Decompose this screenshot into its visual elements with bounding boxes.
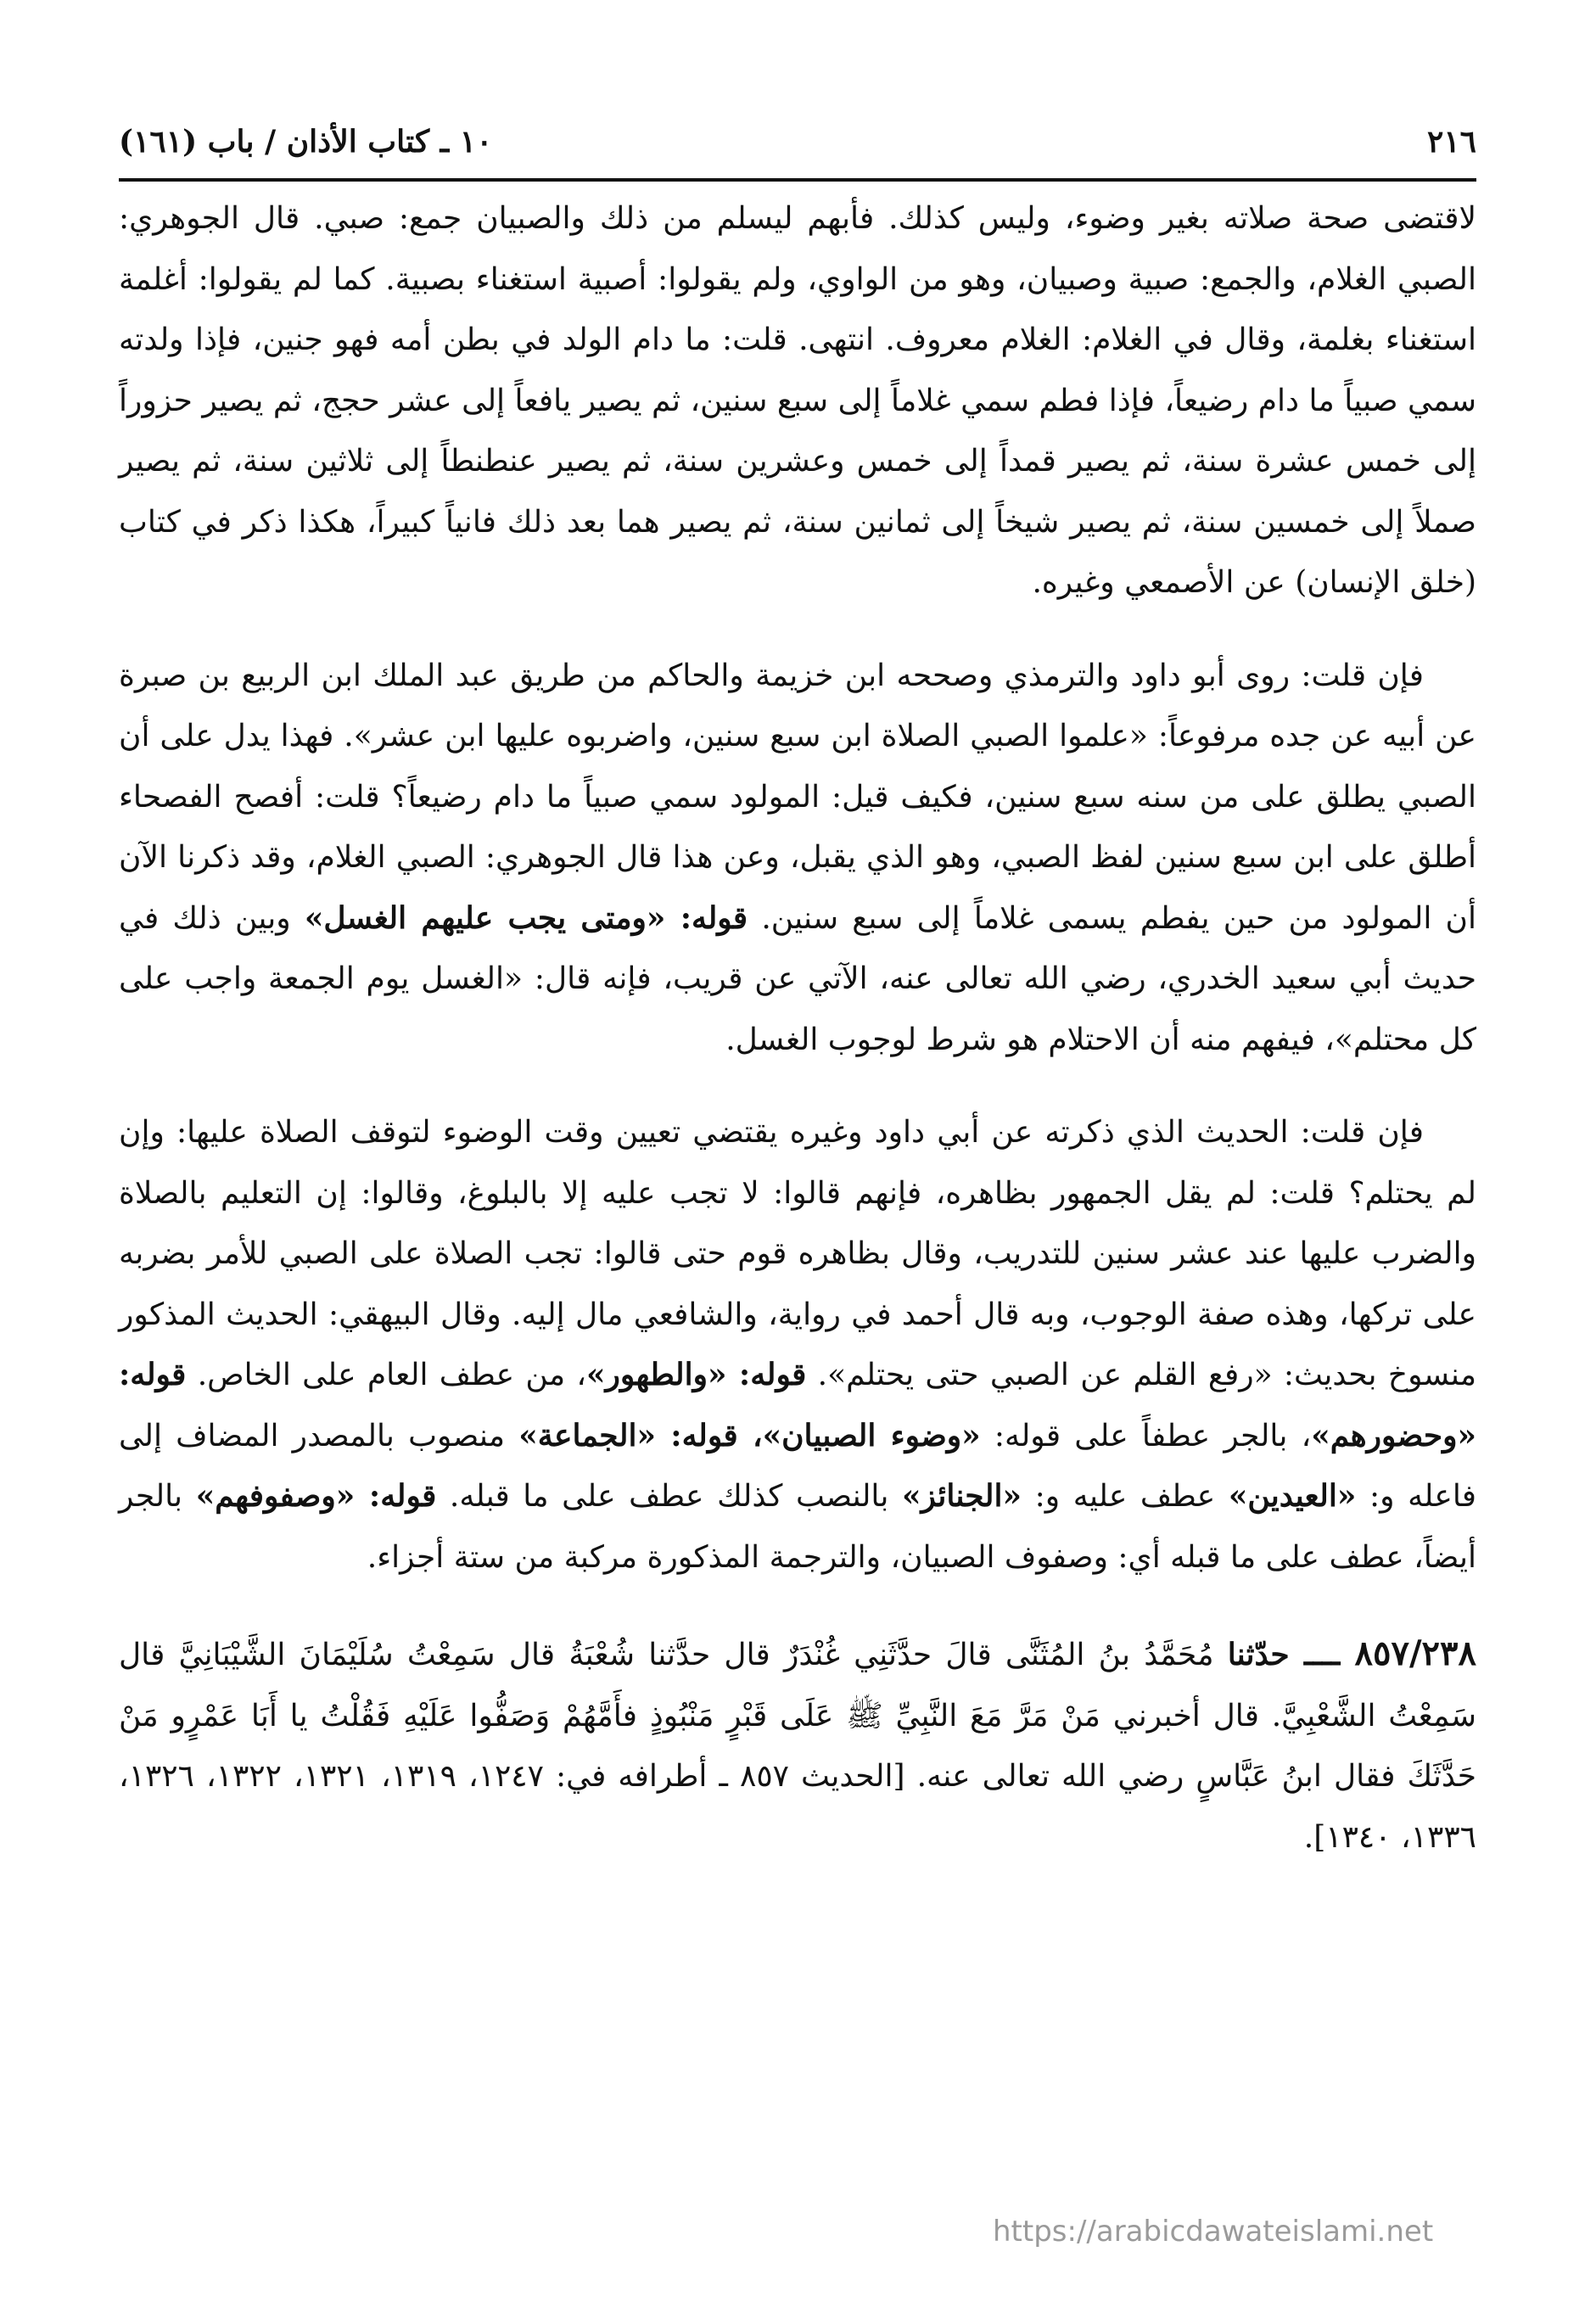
text-segment: بالنصب كذلك عطف على ما قبله. <box>436 1479 903 1514</box>
hadith-dash: ــــ <box>1289 1637 1355 1672</box>
text-segment: وبين ذلك في حديث أبي سعيد الخدري، رضي الله تعالى عنه، الآتي عن قريب، فإنه قال: «الغسل يوم الجمعة واجب على كل محتلم»، فيفهم منه أن الاحتلام هو شرط لوجوب الغسل. <box>119 900 1476 1057</box>
bold-quote: قوله: «والطهور» <box>586 1357 807 1392</box>
paragraph <box>119 646 1476 1071</box>
text-segment: فإن قلت: روى أبو داود والترمذي وصححه ابن خزيمة والحاكم من طريق عبد الملك ابن الربيع بن صبرة عن أبيه عن جده مرفوعاً: «علموا الصبي الصلاة ابن سبع سنين، واضربوه عليها ابن عشر». فهذا يدل على أن الصبي يطلق على من سنه سبع سنين، فكيف قيل: المولود سمي صبياً ما دام رضيعاً؟ قلت: أفصح الفصحاء أطلق على ابن سبع سنين لفظ الصبي، وهو الذي يقبل، وعن هذا قال الجوهري: الصبي الغلام، وقد ذكرنا الآن أن المولود من حين يفطم يسمى غلاماً إلى سبع سنين. <box>119 658 1476 936</box>
bold-quote: «وضوء الصبيان»، قوله: «الجماعة» <box>518 1417 981 1453</box>
text-segment: ، من عطف العام على الخاص. <box>186 1358 587 1392</box>
hadith-text: مُحَمَّدُ بنُ المُثَنَّى قالَ حدَّثَنِي غُنْدَرٌ قال حدَّثنا شُعْبَةُ قال سَمِعْتُ سُلَيْمَانَ الشَّيْبَانِيَّ قال سَمِعْتُ الشَّعْبِيَّ. قال أخبرني مَنْ مَرَّ مَعَ النَّبِيِّ ﷺ عَلَى قَبْرٍ مَنْبُوذٍ فأَمَّهُمْ وَصَفُّوا عَلَيْهِ فَقُلْتُ يا أَبَا عَمْرٍو مَنْ حَدَّثَكَ فقال ابنُ عَبَّاسٍ رضي الله تعالى عنه. [الحديث ٨٥٧ ـ أطرافه في: ١٢٤٧، ١٣١٩، ١٣٢١، ١٣٢٢، ١٣٢٦، ١٣٣٦، ١٣٤٠]. <box>119 1638 1477 1855</box>
watermark-url: https://arabicdawateislami.net <box>993 2215 1434 2249</box>
running-head <box>119 109 1476 160</box>
header-rule <box>119 178 1476 182</box>
text-segment: بالجر أيضاً، عطف على ما قبله أي: وصفوف الصبيان، والترجمة المذكورة مركبة من ستة أجزاء. <box>119 1479 1476 1575</box>
text-segment: منصوب بالمصدر المضاف إلى فاعله و: <box>119 1418 1476 1514</box>
commentary-text <box>119 188 1476 1898</box>
bold-quote: قوله: «وحضورهم» <box>119 1357 1477 1453</box>
running-title: ١٠ ـ كتاب الأذان / باب (١٦١) <box>119 124 493 160</box>
text-segment: فإن قلت: الحديث الذي ذكرته عن أبي داود وغيره يقتضي تعيين وقت الوضوء لتوقف الصلاة عليها: وإن لم يحتلم؟ قلت: لم يقل الجمهور بظاهره، فإنهم قالوا: لا تجب عليه إلا بالبلوغ، وقالوا: إن التعليم بالصلاة والضرب عليها عند عشر سنين للتدريب، وقال بظاهره قوم حتى قالوا: تجب الصلاة على الصبي للأمر بضربه على تركها، وهذه صفة الوجوب، وبه قال أحمد في رواية، والشافعي مال إليه. وقال البيهقي: الحديث المذكور منسوخ بحديث: «رفع القلم عن الصبي حتى يحتلم». <box>119 1115 1476 1392</box>
paragraph <box>119 188 1476 613</box>
hadith-opening: حدّثنا <box>1227 1637 1290 1672</box>
text-segment: ، بالجر عطفاً على قوله: <box>980 1418 1312 1453</box>
bold-quote: «الجنائز» <box>902 1478 1022 1514</box>
text-segment: عطف عليه و: <box>1021 1479 1229 1514</box>
hadith-block <box>119 1623 1476 1868</box>
book-page <box>119 0 1476 2302</box>
bold-quote: قوله: «ومتى يجب عليهم الغسل» <box>304 899 748 936</box>
page-number: ٢١٦ <box>1426 124 1476 160</box>
paragraph <box>119 1102 1476 1588</box>
bold-quote: قوله: «وصفوفهم» <box>195 1478 437 1514</box>
hadith-number: ٨٥٧/٢٣٨ <box>1354 1633 1476 1673</box>
bold-quote: «العيدين» <box>1228 1478 1357 1514</box>
text-segment: لاقتضى صحة صلاته بغير وضوء، وليس كذلك. فأبهم ليسلم من ذلك والصبيان جمع: صبي. قال الجوهري: الصبي الغلام، والجمع: صبية وصبيان، وهو من الواوي، ولم يقولوا: أصبية استغناء بصبية. كما لم يقولوا: أغلمة استغناء بغلمة، وقال في الغلام: الغلام معروف. انتهى. قلت: ما دام الولد في بطن أمه فهو جنين، فإذا ولدته سمي صبياً ما دام رضيعاً، فإذا فطم سمي غلاماً إلى سبع سنين، ثم يصير يافعاً إلى عشر حجج، ثم يصير حزوراً إلى خمس عشرة سنة، ثم يصير قمداً إلى خمس وعشرين سنة، ثم يصير عنطنطاً إلى ثلاثين سنة، ثم يصير صملاً إلى خمسين سنة، ثم يصير شيخاً إلى ثمانين سنة، ثم يصير هما بعد ذلك فانياً كبيراً، هكذا ذكر في كتاب (خلق الإنسان) عن الأصمعي وغيره. <box>119 201 1477 600</box>
